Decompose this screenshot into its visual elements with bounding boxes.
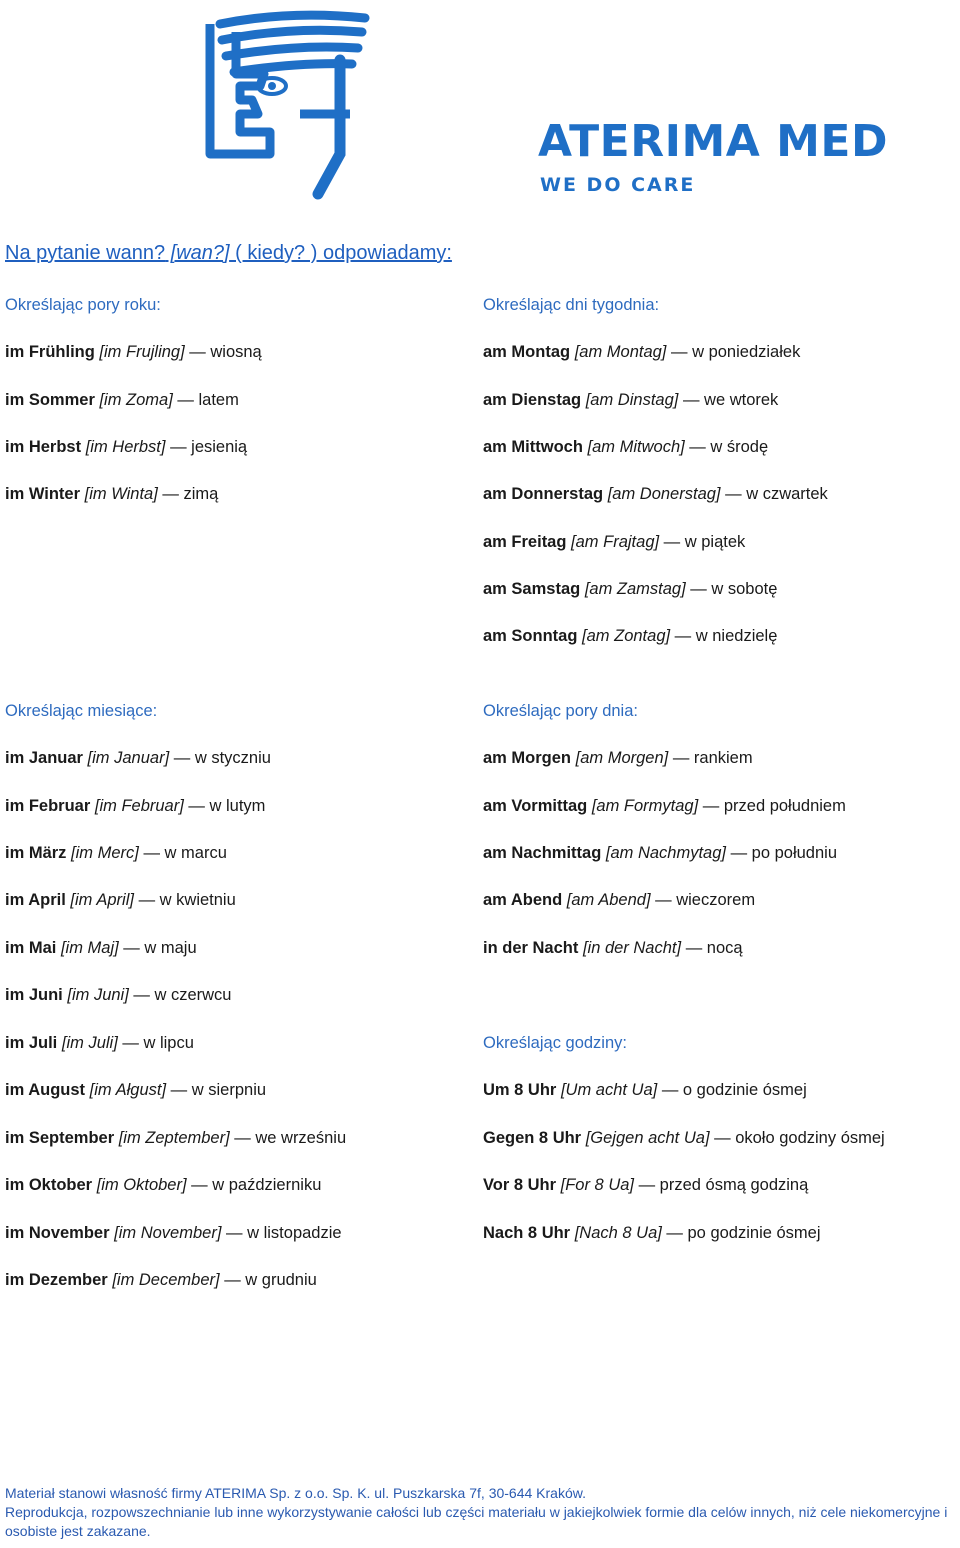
- list-item-month: im Mai [im Maj] — w maju: [5, 939, 197, 957]
- list-item-season: im Winter [im Winta] — zimą: [5, 485, 219, 503]
- list-item-day: am Sonntag [am Zontag] — w niedzielę: [483, 627, 778, 645]
- headline-part-2: [wan?]: [165, 242, 230, 264]
- headline-part-3: ( kiedy? ) odpowiadamy:: [229, 242, 452, 264]
- list-item-month: im September [im Zeptember] — we wrześniu: [5, 1129, 347, 1147]
- list-item-month: im November [im November] — w listopadzie: [5, 1224, 342, 1242]
- list-item-month: im Januar [im Januar] — w styczniu: [5, 749, 271, 767]
- list-item-daypart: am Morgen [am Morgen] — rankiem: [483, 749, 753, 767]
- list-item-hour: Um 8 Uhr [Um acht Ua] — o godzinie ósmej: [483, 1081, 807, 1099]
- face-mark-icon: [200, 4, 780, 200]
- list-item-month: im April [im April] — w kwietniu: [5, 891, 236, 909]
- list-item-daypart: am Abend [am Abend] — wieczorem: [483, 891, 756, 909]
- list-item-daypart: am Vormittag [am Formytag] — przed południem: [483, 797, 846, 815]
- list-item-day: am Samstag [am Zamstag] — w sobotę: [483, 580, 778, 598]
- list-item-daypart: in der Nacht [in der Nacht] — nocą: [483, 939, 743, 957]
- footer-ownership: Materiał stanowi własność firmy ATERIMA Sp. z o.o. Sp. K. ul. Puszkarska 7f, 30-644 Kraków.: [5, 1485, 586, 1501]
- list-item-hour: Nach 8 Uhr [Nach 8 Ua] — po godzinie ósmej: [483, 1224, 821, 1242]
- list-item-month: im März [im Merc] — w marcu: [5, 844, 227, 862]
- section-title-dayparts: Określając pory dnia:: [483, 702, 638, 720]
- list-item-month: im Juni [im Juni] — w czerwcu: [5, 986, 232, 1004]
- list-item-day: am Freitag [am Frajtag] — w piątek: [483, 533, 746, 551]
- list-item-daypart: am Nachmittag [am Nachmytag] — po południu: [483, 844, 838, 862]
- section-title-hours: Określając godziny:: [483, 1034, 627, 1052]
- list-item-hour: Vor 8 Uhr [For 8 Ua] — przed ósmą godziną: [483, 1176, 809, 1194]
- logo-wordmark: ATERIMA MED: [538, 116, 888, 167]
- list-item-season: im Sommer [im Zoma] — latem: [5, 391, 239, 409]
- list-item-season: im Frühling [im Frujling] — wiosną: [5, 343, 262, 361]
- list-item-month: im Dezember [im December] — w grudniu: [5, 1271, 317, 1289]
- list-item-day: am Dienstag [am Dinstag] — we wtorek: [483, 391, 779, 409]
- section-title-months: Określając miesiące:: [5, 702, 158, 720]
- footer-notice: [5, 1484, 957, 1541]
- list-item-month: im Oktober [im Oktober] — w październiku: [5, 1176, 322, 1194]
- list-item-day: am Montag [am Montag] — w poniedziałek: [483, 343, 801, 361]
- list-item-day: am Mittwoch [am Mitwoch] — w środę: [483, 438, 769, 456]
- section-title-days: Określając dni tygodnia:: [483, 296, 660, 314]
- company-logo: [200, 4, 888, 200]
- headline-part-1: Na pytanie wann?: [5, 242, 166, 264]
- section-title-seasons: Określając pory roku:: [5, 296, 161, 314]
- list-item-hour: Gegen 8 Uhr [Gejgen acht Ua] — około godziny ósmej: [483, 1129, 885, 1147]
- list-item-season: im Herbst [im Herbst] — jesienią: [5, 438, 248, 456]
- list-item-day: am Donnerstag [am Donerstag] — w czwartek: [483, 485, 828, 503]
- page-headline: [5, 242, 452, 265]
- list-item-month: im August [im Ałgust] — w sierpniu: [5, 1081, 267, 1099]
- logo-tagline: WE DO CARE: [540, 174, 696, 196]
- list-item-month: im Juli [im Juli] — w lipcu: [5, 1034, 194, 1052]
- list-item-month: im Februar [im Februar] — w lutym: [5, 797, 266, 815]
- footer-copyright: Reprodukcja, rozpowszechnianie lub inne wykorzystywanie całości lub części materiału w jakiejkolwiek formie dla celów innych, niż cele niekomercyjne i osobiste jest zakazane.: [5, 1504, 948, 1539]
